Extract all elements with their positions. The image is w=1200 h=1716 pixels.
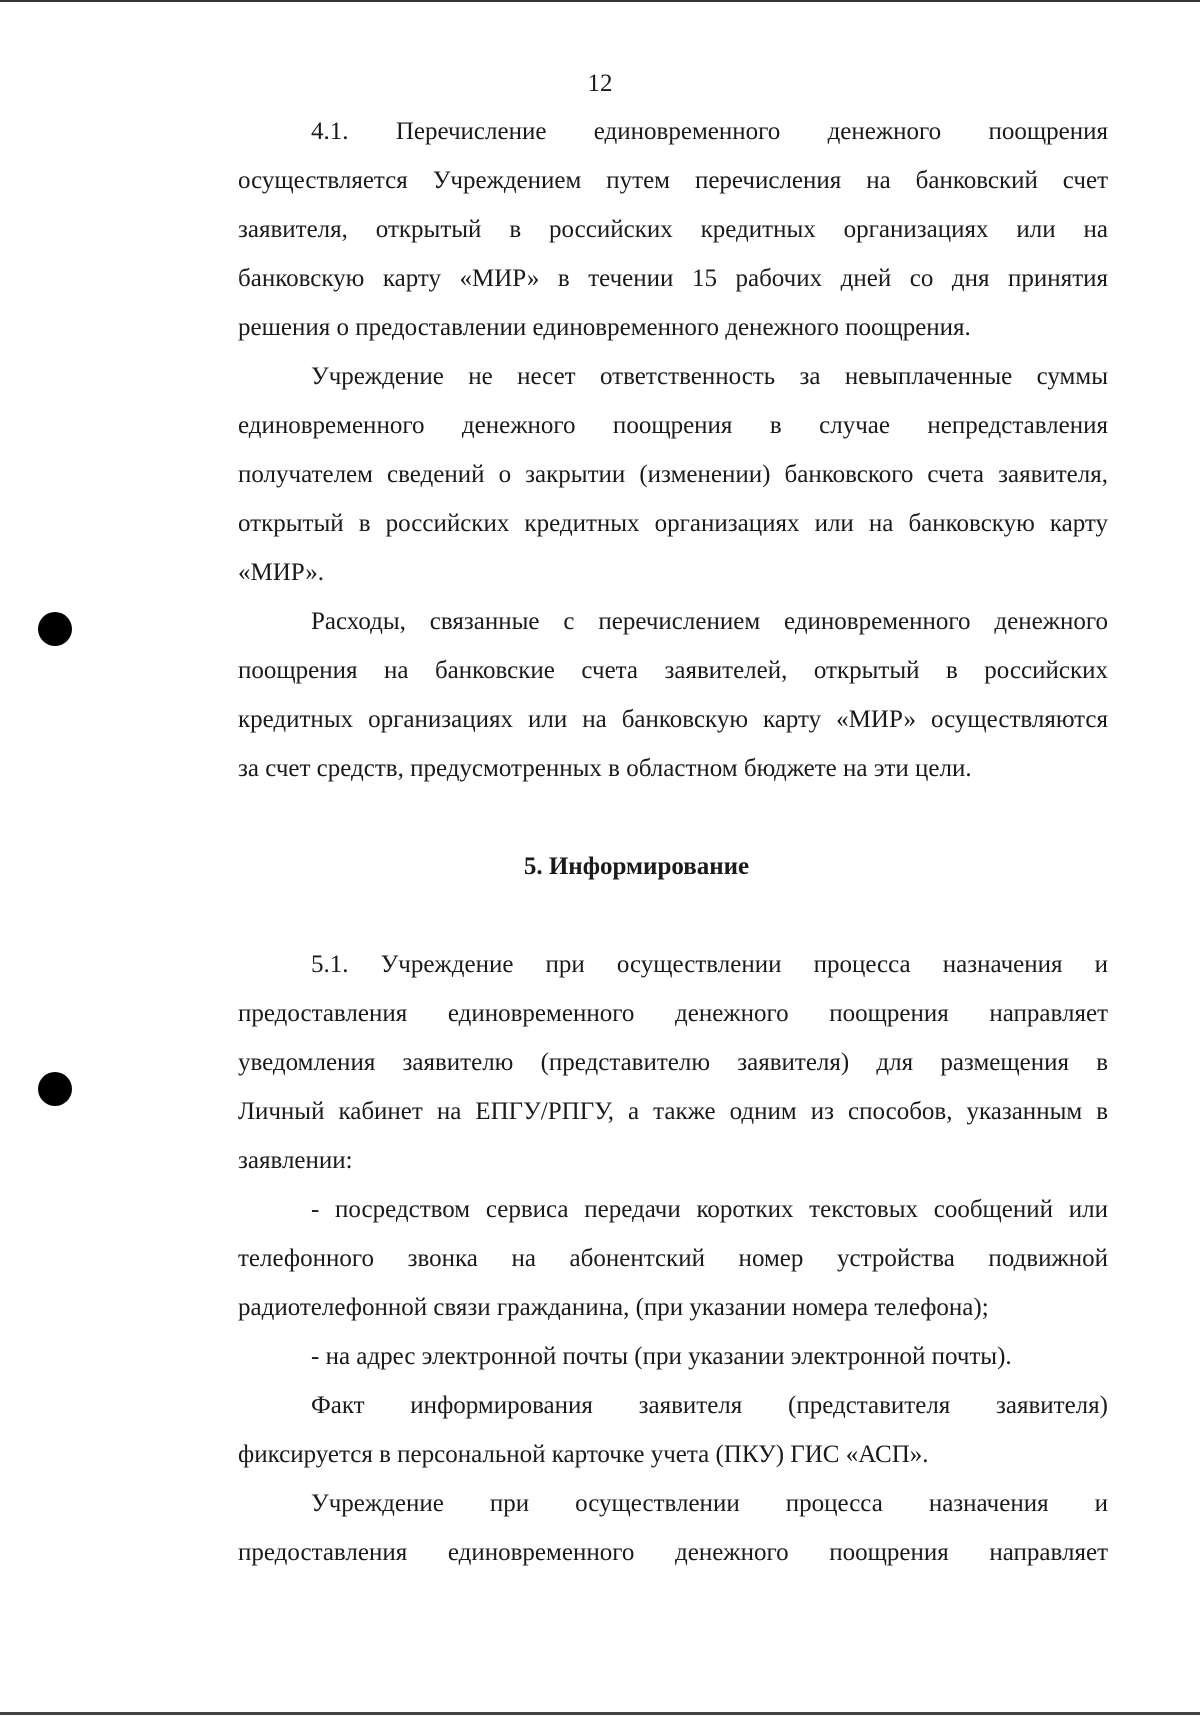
section-5-body xyxy=(165,940,1108,1577)
text-line: уведомления заявителю (представителю заявителя) для размещения в xyxy=(238,1049,1108,1076)
text-line: банковскую карту «МИР» в течении 15 рабочих дней со дня принятия xyxy=(238,265,1108,292)
paragraph xyxy=(165,352,1108,597)
text-line: - посредством сервиса передачи коротких текстовых сообщений или xyxy=(311,1196,1108,1223)
text-line: 5.1. Учреждение при осуществлении процесса назначения и xyxy=(311,951,1108,978)
text-line: 4.1. Перечисление единовременного денежного поощрения xyxy=(311,118,1108,145)
paragraph xyxy=(165,597,1108,793)
paragraph xyxy=(165,940,1108,1185)
text-line: получателем сведений о закрытии (изменении) банковского счета заявителя, xyxy=(238,461,1108,488)
paragraph xyxy=(165,1479,1108,1577)
section-4-continuation xyxy=(165,107,1108,793)
text-line: кредитных организациях или на банковскую карту «МИР» осуществляются xyxy=(238,706,1108,733)
text-line: Расходы, связанные с перечислением единовременного денежного xyxy=(311,608,1108,635)
text-line: заявлении: xyxy=(238,1147,353,1174)
top-edge-line xyxy=(0,0,1200,2)
text-line: Факт информирования заявителя (представителя заявителя) xyxy=(311,1392,1108,1419)
text-line: открытый в российских кредитных организациях или на банковскую карту xyxy=(238,510,1108,537)
text-line: радиотелефонной связи гражданина, (при указании номера телефона); xyxy=(238,1294,989,1321)
page-number: 12 xyxy=(587,70,613,97)
list-item xyxy=(165,1185,1108,1332)
text-line: телефонного звонка на абонентский номер устройства подвижной xyxy=(238,1245,1108,1272)
text-line: предоставления единовременного денежного поощрения направляет xyxy=(238,1539,1108,1566)
text-line: Учреждение при осуществлении процесса назначения и xyxy=(311,1490,1108,1517)
punch-hole xyxy=(38,1072,72,1106)
text-line: осуществляется Учреждением путем перечисления на банковский счет xyxy=(238,167,1108,194)
bottom-edge-line xyxy=(0,1712,1200,1715)
text-line: «МИР». xyxy=(238,559,325,586)
text-line: Учреждение не несет ответственность за невыплаченные суммы xyxy=(311,363,1108,390)
text-line: Личный кабинет на ЕПГУ/РПГУ, а также одним из способов, указанным в xyxy=(238,1098,1108,1125)
text-line: единовременного денежного поощрения в случае непредставления xyxy=(238,412,1108,439)
punch-hole xyxy=(38,612,72,646)
document-body xyxy=(165,107,1108,1577)
list-item xyxy=(165,1332,1108,1381)
paragraph xyxy=(165,1381,1108,1479)
paragraph xyxy=(165,107,1108,352)
text-line: заявителя, открытый в российских кредитных организациях или на xyxy=(238,216,1108,243)
text-line: поощрения на банковские счета заявителей, открытый в российских xyxy=(238,657,1108,684)
text-line: предоставления единовременного денежного поощрения направляет xyxy=(238,1000,1108,1027)
text-line: за счет средств, предусмотренных в областном бюджете на эти цели. xyxy=(238,755,972,782)
section-heading: 5. Информирование xyxy=(523,853,750,880)
text-line: фиксируется в персональной карточке учета (ПКУ) ГИС «АСП». xyxy=(238,1441,929,1468)
text-line: - на адрес электронной почты (при указании электронной почты). xyxy=(311,1343,1012,1370)
text-line: решения о предоставлении единовременного денежного поощрения. xyxy=(238,314,971,341)
